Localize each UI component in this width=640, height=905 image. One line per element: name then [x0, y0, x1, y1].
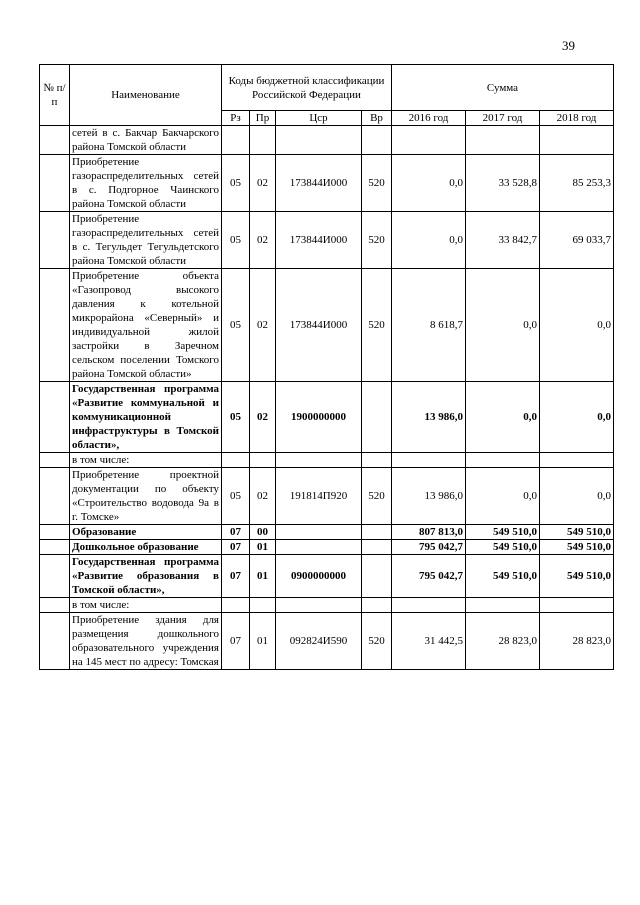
- row-2018: 69 033,7: [540, 212, 614, 269]
- row-2017: 33 842,7: [466, 212, 540, 269]
- table-row: [40, 468, 614, 525]
- row-pr: 00: [250, 525, 276, 540]
- row-vr: 520: [362, 468, 392, 525]
- row-2016: 13 986,0: [392, 382, 466, 453]
- header-sum: Сумма: [392, 65, 614, 111]
- row-2016: 31 442,5: [392, 613, 466, 670]
- row-vr: [362, 453, 392, 468]
- page-number: 39: [562, 38, 575, 53]
- row-name: Приобретение газораспределительных сетей в с. Тегульдет Тегульдетского района Томской области: [70, 212, 222, 269]
- row-csr: [276, 540, 362, 555]
- row-num: [40, 269, 70, 382]
- table-row: [40, 555, 614, 598]
- row-num: [40, 382, 70, 453]
- row-name: Дошкольное образование: [70, 540, 222, 555]
- row-2017: [466, 126, 540, 155]
- row-vr: [362, 525, 392, 540]
- row-csr: [276, 126, 362, 155]
- row-vr: [362, 555, 392, 598]
- row-2016: [392, 453, 466, 468]
- header-2017: 2017 год: [466, 111, 540, 126]
- row-num: [40, 598, 70, 613]
- row-2016: 795 042,7: [392, 555, 466, 598]
- header-codes: Коды бюджетной классификации Российской Федерации: [222, 65, 392, 111]
- row-pr: 01: [250, 613, 276, 670]
- row-name: Образование: [70, 525, 222, 540]
- row-pr: [250, 126, 276, 155]
- row-name: Приобретение проектной документации по объекту «Строительство водовода 9а в г. Томске»: [70, 468, 222, 525]
- row-vr: [362, 598, 392, 613]
- row-pr: 02: [250, 155, 276, 212]
- row-2017: 0,0: [466, 382, 540, 453]
- row-2018: [540, 598, 614, 613]
- row-2017: [466, 453, 540, 468]
- row-vr: 520: [362, 613, 392, 670]
- row-vr: 520: [362, 212, 392, 269]
- header-csr: Цср: [276, 111, 362, 126]
- row-rz: [222, 126, 250, 155]
- table-row: [40, 269, 614, 382]
- row-csr: 0900000000: [276, 555, 362, 598]
- row-rz: 07: [222, 540, 250, 555]
- row-num: [40, 453, 70, 468]
- row-vr: [362, 382, 392, 453]
- row-2018: 549 510,0: [540, 525, 614, 540]
- table-row: [40, 540, 614, 555]
- table-row: [40, 453, 614, 468]
- row-2016: 807 813,0: [392, 525, 466, 540]
- row-rz: 07: [222, 525, 250, 540]
- row-2017: 549 510,0: [466, 525, 540, 540]
- row-vr: [362, 540, 392, 555]
- row-2017: 0,0: [466, 468, 540, 525]
- row-rz: 07: [222, 555, 250, 598]
- header-name: Наименование: [70, 65, 222, 126]
- row-rz: 05: [222, 382, 250, 453]
- header-2016: 2016 год: [392, 111, 466, 126]
- row-2018: 0,0: [540, 382, 614, 453]
- table-row: [40, 382, 614, 453]
- table-row: [40, 126, 614, 155]
- row-pr: 01: [250, 555, 276, 598]
- row-2016: [392, 126, 466, 155]
- row-name: Приобретение здания для размещения дошкольного образовательного учреждения на 145 мест по адресу: Томская: [70, 613, 222, 670]
- row-csr: 173844И000: [276, 212, 362, 269]
- row-vr: 520: [362, 155, 392, 212]
- row-pr: 02: [250, 269, 276, 382]
- row-name: сетей в с. Бакчар Бакчарского района Томской области: [70, 126, 222, 155]
- row-2018: [540, 126, 614, 155]
- row-csr: 173844И000: [276, 269, 362, 382]
- table-row: [40, 613, 614, 670]
- row-rz: 05: [222, 269, 250, 382]
- row-csr: 092824И590: [276, 613, 362, 670]
- row-num: [40, 540, 70, 555]
- row-2016: 0,0: [392, 212, 466, 269]
- table-row: [40, 525, 614, 540]
- row-vr: [362, 126, 392, 155]
- table-body: [40, 126, 614, 670]
- row-2016: 8 618,7: [392, 269, 466, 382]
- table-row: [40, 598, 614, 613]
- row-2017: 549 510,0: [466, 540, 540, 555]
- row-pr: [250, 453, 276, 468]
- header-num: № п/п: [40, 65, 70, 126]
- row-2018: 28 823,0: [540, 613, 614, 670]
- row-csr: [276, 598, 362, 613]
- row-csr: 173844И000: [276, 155, 362, 212]
- row-rz: [222, 598, 250, 613]
- row-name: Приобретение газораспределительных сетей в с. Подгорное Чаинского района Томской области: [70, 155, 222, 212]
- row-num: [40, 613, 70, 670]
- budget-table: [39, 64, 614, 670]
- row-2018: 549 510,0: [540, 540, 614, 555]
- row-name: Государственная программа «Развитие образования в Томской области»,: [70, 555, 222, 598]
- table-row: [40, 155, 614, 212]
- row-pr: 02: [250, 212, 276, 269]
- row-name: Государственная программа «Развитие коммунальной и коммуникационной инфраструктуры в Томской области»,: [70, 382, 222, 453]
- header-vr: Вр: [362, 111, 392, 126]
- row-2018: [540, 453, 614, 468]
- row-rz: 05: [222, 468, 250, 525]
- row-2018: 549 510,0: [540, 555, 614, 598]
- row-2016: 13 986,0: [392, 468, 466, 525]
- row-csr: [276, 525, 362, 540]
- row-2017: 28 823,0: [466, 613, 540, 670]
- row-pr: 01: [250, 540, 276, 555]
- row-rz: 07: [222, 613, 250, 670]
- row-num: [40, 525, 70, 540]
- row-2017: 33 528,8: [466, 155, 540, 212]
- row-pr: [250, 598, 276, 613]
- row-vr: 520: [362, 269, 392, 382]
- row-csr: 191814П920: [276, 468, 362, 525]
- row-num: [40, 468, 70, 525]
- row-rz: [222, 453, 250, 468]
- table-row: [40, 212, 614, 269]
- row-2018: 0,0: [540, 468, 614, 525]
- row-2016: [392, 598, 466, 613]
- row-num: [40, 155, 70, 212]
- row-name: Приобретение объекта «Газопровод высокого давления к котельной микрорайона «Северный» и индивидуальной жилой застройки в Заречном сельском поселении Томского района Томской области»: [70, 269, 222, 382]
- row-pr: 02: [250, 382, 276, 453]
- row-2018: 0,0: [540, 269, 614, 382]
- row-2017: 549 510,0: [466, 555, 540, 598]
- row-2017: 0,0: [466, 269, 540, 382]
- row-num: [40, 126, 70, 155]
- row-2017: [466, 598, 540, 613]
- header-rz: Рз: [222, 111, 250, 126]
- header-pr: Пр: [250, 111, 276, 126]
- row-name: в том числе:: [70, 453, 222, 468]
- row-csr: 1900000000: [276, 382, 362, 453]
- row-num: [40, 555, 70, 598]
- row-csr: [276, 453, 362, 468]
- row-rz: 05: [222, 155, 250, 212]
- table-header: [40, 65, 614, 126]
- row-name: в том числе:: [70, 598, 222, 613]
- row-2016: 795 042,7: [392, 540, 466, 555]
- row-2016: 0,0: [392, 155, 466, 212]
- row-2018: 85 253,3: [540, 155, 614, 212]
- row-rz: 05: [222, 212, 250, 269]
- row-pr: 02: [250, 468, 276, 525]
- row-num: [40, 212, 70, 269]
- header-2018: 2018 год: [540, 111, 614, 126]
